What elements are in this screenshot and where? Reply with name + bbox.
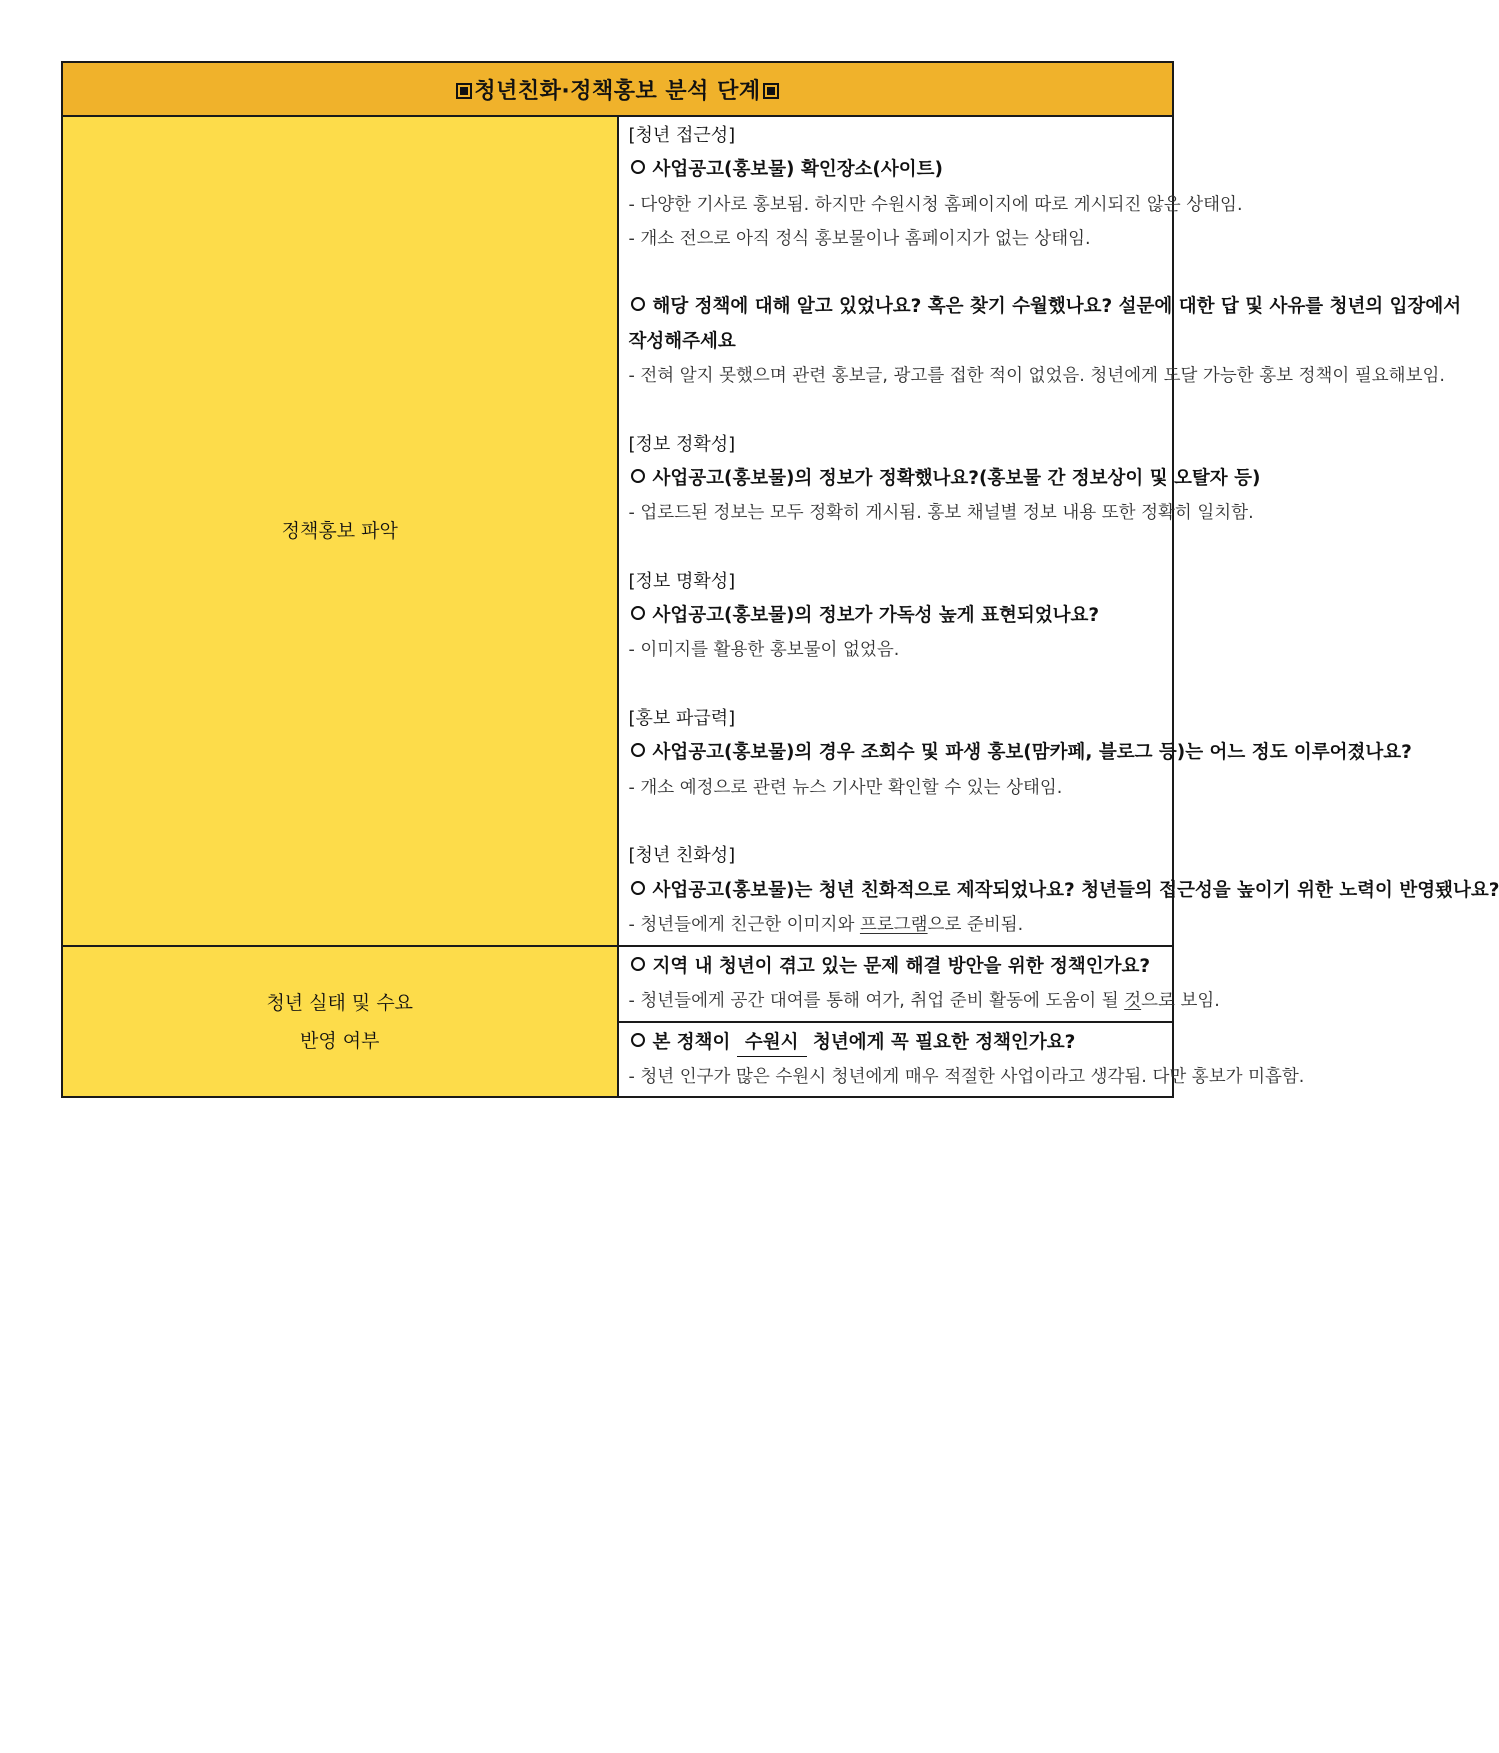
spacer [629, 393, 1163, 427]
question-text: 사업공고(홍보물)의 정보가 정확했나요?(홍보물 간 정보상이 및 오탈자 등) [652, 467, 1261, 489]
question-prefix: 본 정책이 [652, 1031, 731, 1053]
answer-text [628, 984, 1220, 1018]
question-text: 사업공고(홍보물)의 경우 조회수 및 파생 홍보(맘카페, 블로그 등)는 어느 정도 이루어졌나요? [652, 742, 1412, 764]
section-label-policy-promotion [62, 116, 618, 946]
question-text: 사업공고(홍보물)의 정보가 가독성 높게 표현되었나요? [652, 605, 1100, 627]
filled-square-icon [763, 83, 779, 99]
question-item [629, 874, 1499, 908]
table-title: 청년친화·정책홍보 분석 단계 [474, 78, 761, 104]
heading-reach: [홍보 파급력] [628, 708, 736, 730]
circle-bullet-icon [631, 1033, 645, 1047]
question-item [629, 462, 1261, 496]
heading-accessibility: [청년 접근성] [628, 125, 736, 146]
question-item [629, 736, 1412, 770]
spacer [629, 805, 1163, 839]
question-item [629, 153, 1163, 187]
question-text-continued: 작성해주세요 [628, 330, 736, 352]
question-item [629, 599, 1163, 633]
question-item [629, 950, 1163, 984]
answer-prefix: - 청년들에게 공간 대여를 통해 여가, 취업 준비 활동에 도움이 될 [628, 991, 1125, 1012]
filled-square-icon [456, 83, 472, 99]
question-text: 지역 내 청년이 겪고 있는 문제 해결 방안을 위한 정책인가요? [652, 956, 1151, 978]
answer-underlined: 것 [1124, 991, 1142, 1012]
section-content-policy-promotion [618, 116, 1499, 946]
section-content-local-problem [618, 946, 1220, 1022]
section-label-text-line2: 반영 여부 [300, 1029, 380, 1052]
answer-suffix: 으로 보임. [1141, 991, 1220, 1012]
circle-bullet-icon [631, 606, 645, 620]
circle-bullet-icon [631, 469, 645, 483]
heading-accuracy: [정보 정확성] [628, 433, 736, 455]
question-item [629, 290, 1462, 324]
answer-text: - 개소 전으로 아직 정식 홍보물이나 홈페이지가 없는 상태임. [628, 228, 1091, 249]
city-fill-in-blank: 수원시 [737, 1030, 807, 1057]
heading-clarity: [정보 명확성] [628, 570, 736, 592]
circle-bullet-icon [631, 957, 645, 971]
question-item [629, 1026, 1163, 1060]
answer-text: - 이미지를 활용한 홍보물이 없었음. [628, 640, 900, 661]
answer-text: - 업로드된 정보는 모두 정확히 게시됨. 홍보 채널별 정보 내용 또한 정확히 일치함. [628, 503, 1254, 524]
question-text: 사업공고(홍보물) 확인장소(사이트) [652, 159, 943, 181]
answer-underlined: 프로그램 [859, 914, 928, 935]
answer-text: - 청년 인구가 많은 수원시 청년에게 매우 적절한 사업이라고 생각됨. 다만 홍보가 미흡함. [628, 1067, 1305, 1088]
question-suffix: 청년에게 꼭 필요한 정책인가요? [812, 1031, 1076, 1053]
question-text: 사업공고(홍보물)는 청년 친화적으로 제작되었나요? 청년들의 접근성을 높이기 위한 노력이 반영됐나요? [652, 879, 1499, 901]
section-label-text-line1: 청년 실태 및 수요 [266, 991, 414, 1014]
question-text: 해당 정책에 대해 알고 있었나요? 혹은 찾기 수월했나요? 설문에 대한 답 및 사유를 청년의 입장에서 [652, 296, 1462, 318]
answer-suffix: 으로 준비됨. [927, 914, 1024, 935]
policy-analysis-table [61, 61, 1499, 1098]
section-label-youth-needs [62, 946, 618, 1097]
answer-text: - 다양한 기사로 홍보됨. 하지만 수원시청 홈페이지에 따로 게시되진 않은 상태임. [628, 194, 1243, 215]
circle-bullet-icon [631, 743, 645, 757]
answer-text: - 개소 예정으로 관련 뉴스 기사만 확인할 수 있는 상태임. [628, 777, 1063, 798]
spacer [629, 668, 1163, 702]
circle-bullet-icon [631, 881, 645, 895]
answer-text [629, 908, 1163, 942]
circle-bullet-icon [631, 160, 645, 174]
spacer [629, 256, 1163, 290]
heading-friendliness: [청년 친화성] [628, 845, 736, 867]
section-content-necessity [618, 1022, 1305, 1098]
section-label-text: 정책홍보 파악 [281, 520, 398, 543]
spacer [629, 531, 1163, 565]
table-title-cell [62, 62, 1173, 116]
answer-prefix: - 청년들에게 친근한 이미지와 [628, 914, 860, 935]
answer-text: - 전혀 알지 못했으며 관련 홍보글, 광고를 접한 적이 없었음. 청년에게 도달 가능한 홍보 정책이 필요해보임. [628, 366, 1445, 387]
circle-bullet-icon [631, 297, 645, 311]
